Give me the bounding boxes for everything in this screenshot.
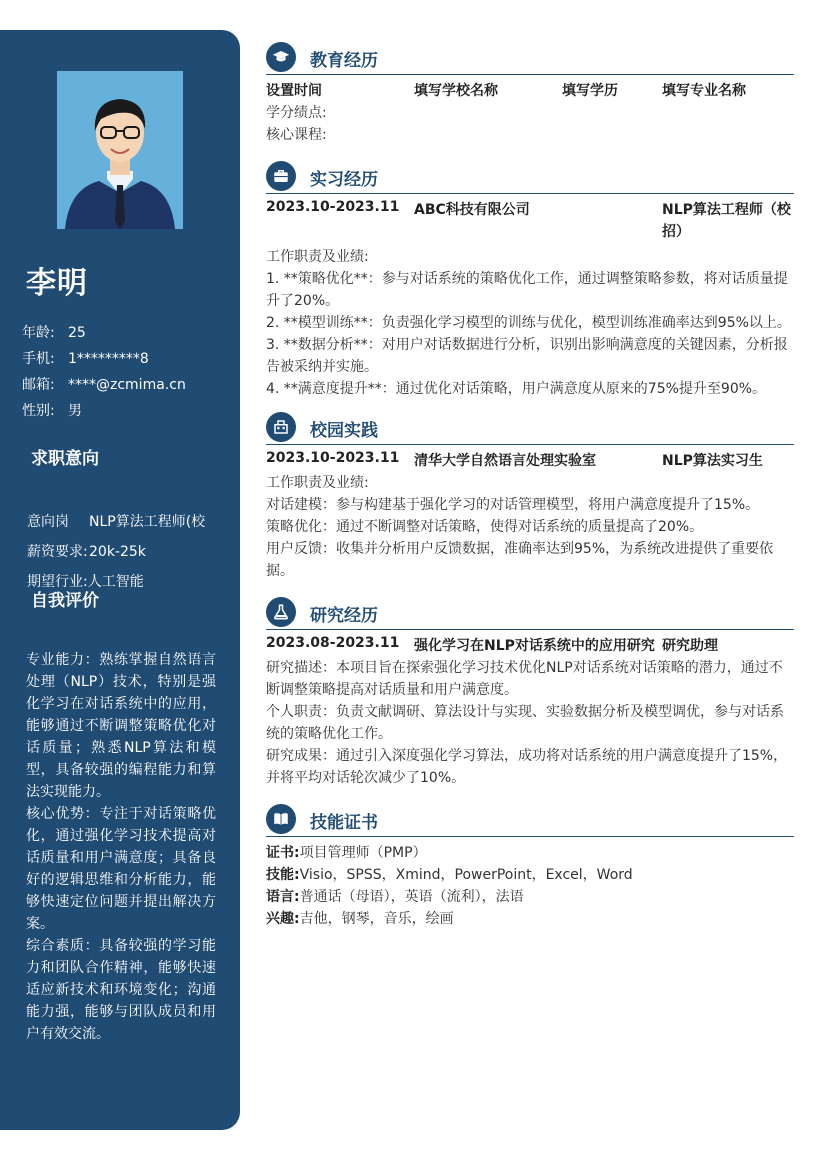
skill-key: 证书: [266, 845, 300, 861]
briefcase-icon [266, 161, 296, 191]
graduation-cap-icon [266, 42, 296, 72]
section-header [266, 412, 794, 445]
info-phone [22, 346, 186, 372]
education-line: 核心课程: [266, 127, 327, 143]
internship-line: 2. **模型训练**：负责强化学习模型的训练与优化，模型训练准确率达到95%以上。 [266, 315, 791, 331]
internship-entry [266, 199, 794, 243]
info-label: 邮箱: [22, 377, 55, 393]
info-value: 1*********8 [68, 351, 149, 367]
intent-value: 人工智能 [87, 574, 144, 590]
intent-salary [27, 542, 227, 572]
section-campus [266, 412, 794, 582]
skill-key: 技能: [266, 867, 300, 883]
research-line: 个人职责：负责文献调研、算法设计与实现、实验数据分析及模型调优，参与对话系统的策略优化工作。 [266, 704, 784, 742]
self-eval-paragraph: 核心优势：专注于对话策略优化，通过强化学习技术提高对话质量和用户满意度；具备良好的逻辑思维和分析能力，能够快速定位问题并提出解决方案。 [26, 806, 216, 932]
intent-value: NLP算法工程师(校 [89, 514, 206, 530]
book-icon [266, 804, 296, 834]
campus-line: 策略优化：通过不断调整对话策略，使得对话系统的质量提高了20%。 [266, 519, 704, 535]
self-eval-paragraph: 专业能力：熟练掌握自然语言处理（NLP）技术，特别是强化学习在对话系统中的应用，能够通过不断调整策略优化对话质量；熟悉NLP算法和模型，具备较强的编程能力和算法实现能力。 [26, 652, 216, 800]
intent-label: 意向岗 [27, 514, 69, 530]
internship-company: ABC科技有限公司 [414, 202, 530, 218]
section-header [266, 597, 794, 630]
campus-role: NLP算法实习生 [662, 453, 763, 469]
intent-value: 20k-25k [89, 544, 146, 560]
section-research [266, 597, 794, 789]
skill-key: 兴趣: [266, 911, 300, 927]
campus-line: 对话建模：参与构建基于强化学习的对话管理模型，将用户满意度提升了15%。 [266, 497, 760, 513]
section-title: 实习经历 [310, 170, 378, 190]
skill-value: 吉他，钢琴，音乐，绘画 [299, 911, 454, 927]
skill-key: 语言: [266, 889, 300, 905]
candidate-name: 李明 [26, 266, 88, 301]
campus-line: 工作职责及业绩: [266, 475, 369, 491]
skill-value: 项目管理师（PMP） [299, 845, 427, 861]
education-degree: 填写学历 [562, 83, 618, 99]
self-evaluation [26, 649, 216, 1045]
info-gender [22, 398, 186, 424]
skill-row [266, 842, 794, 864]
info-email [22, 372, 186, 398]
intent-label: 期望行业: [27, 574, 88, 590]
internship-line: 1. **策略优化**：参与对话系统的策略优化工作，通过调整策略参数，将对话质量提升了20%。 [266, 271, 788, 309]
section-title: 教育经历 [310, 51, 378, 71]
section-header [266, 42, 794, 75]
avatar-illustration [57, 71, 183, 229]
campus-line: 用户反馈：收集并分析用户反馈数据，准确率达到95%，为系统改进提供了重要依据。 [266, 541, 774, 579]
section-header [266, 161, 794, 194]
info-label: 性别: [22, 403, 55, 419]
skill-row [266, 886, 794, 908]
info-value: 男 [68, 403, 82, 419]
campus-org: 清华大学自然语言处理实验室 [414, 453, 596, 469]
internship-time: 2023.10-2023.11 [266, 199, 400, 215]
basic-info [22, 320, 186, 424]
intent-label: 薪资要求: [27, 544, 88, 560]
building-icon [266, 412, 296, 442]
internship-line: 3. **数据分析**：对用户对话数据进行分析，识别出影响满意度的关键因素，分析报告被采纳并实施。 [266, 337, 788, 375]
internship-line: 工作职责及业绩: [266, 249, 369, 265]
self-eval-title: 自我评价 [31, 591, 99, 611]
info-label: 年龄: [22, 325, 55, 341]
education-time: 设置时间 [266, 83, 322, 99]
skill-value: Visio，SPSS，Xmind，PowerPoint，Excel，Word [299, 867, 633, 883]
info-label: 手机: [22, 351, 55, 367]
self-eval-paragraph: 综合素质：具备较强的学习能力和团队合作精神，能够快速适应新技术和环境变化；沟通能力强，能够与团队成员和用户有效交流。 [26, 938, 216, 1042]
sidebar [0, 30, 240, 1130]
research-entry [266, 635, 794, 657]
skill-value: 普通话（母语），英语（流利），法语 [299, 889, 524, 905]
skill-row [266, 908, 794, 930]
section-title: 技能证书 [310, 813, 378, 833]
section-title: 研究经历 [310, 606, 378, 626]
campus-entry [266, 450, 794, 472]
section-skills [266, 804, 794, 930]
internship-role: NLP算法工程师（校 [662, 202, 791, 218]
research-project: 强化学习在NLP对话系统中的应用研究 [414, 638, 655, 654]
education-line: 学分绩点: [266, 105, 327, 121]
skill-row [266, 864, 794, 886]
internship-line: 4. **满意度提升**：通过优化对话策略，用户满意度从原来的75%提升至90%。 [266, 381, 767, 397]
internship-role-cont: 招） [662, 224, 690, 240]
education-school: 填写学校名称 [414, 83, 498, 99]
section-header [266, 804, 794, 837]
research-role: 研究助理 [662, 638, 718, 654]
section-education [266, 42, 794, 146]
campus-time: 2023.10-2023.11 [266, 450, 400, 466]
intent-position [27, 512, 227, 542]
info-age [22, 320, 186, 346]
intent-title: 求职意向 [31, 449, 99, 469]
info-value: ****@zcmima.cn [68, 377, 186, 393]
skills-list [266, 842, 794, 930]
profile-photo [57, 71, 183, 229]
research-line: 研究描述：本项目旨在探索强化学习技术优化NLP对话系统对话策略的潜力，通过不断调整策略提高对话质量和用户满意度。 [266, 660, 783, 698]
education-entry [266, 80, 794, 102]
research-line: 研究成果：通过引入深度强化学习算法，成功将对话系统的用户满意度提升了15%，并将平均对话轮次减少了10%。 [266, 748, 788, 786]
section-title: 校园实践 [310, 421, 378, 441]
flask-icon [266, 597, 296, 627]
education-major: 填写专业名称 [662, 83, 746, 99]
section-internship [266, 161, 794, 400]
info-value: 25 [68, 325, 86, 341]
research-time: 2023.08-2023.11 [266, 635, 400, 651]
